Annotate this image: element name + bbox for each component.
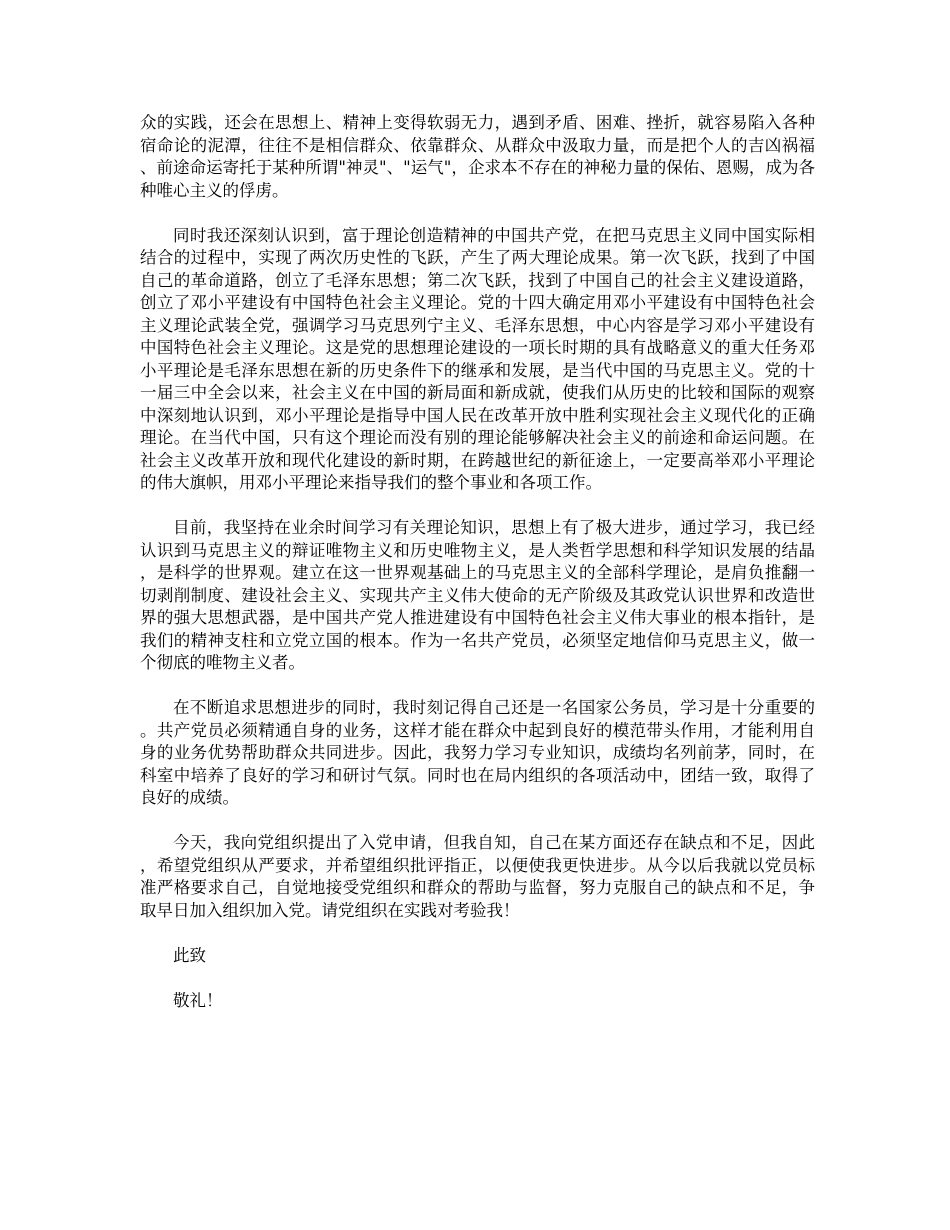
paragraph-application-statement: 今天，我向党组织提出了入党申请，但我自知，自己在某方面还存在缺点和不足，因此，希望党组织从严要求，并希望组织批评指正，以便使我更快进步。从今以后我就以党员标准严格要求自己，自觉地接受党组织和群众的帮助与监督，努力克服自己的缺点和不足，争取早日加入组织加入党。请党组织在实践对考验我！ (140, 833, 815, 920)
closing-regards: 敬礼！ (173, 990, 223, 1010)
paragraph-theory-understanding: 同时我还深刻认识到，富于理论创造精神的中国共产党，在把马克思主义同中国实际相结合的过程中，实现了两次历史性的飞跃，产生了两大理论成果。第一次飞跃，找到了中国自己的革命道路，创立了毛泽东思想；第二次飞跃，找到了中国自己的社会主义建设道路，创立了邓小平建设有中国特色社会主义理论。党的十四大确定用邓小平建设有中国特色社会主义理论武装全党，强调学习马克思列宁主义、毛泽东思想，中心内容是学习邓小平建设有中国特色社会主义理论。这是党的思想理论建设的一项长时期的具有战略意义的重大任务邓小平理论是毛泽东思想在新的历史条件下的继承和发展，是当代中国的马克思主义。党的十一届三中全会以来，社会主义在中国的新局面和新成就，使我们从历史的比较和国际的观察中深刻地认识到，邓小平理论是指导中国人民在改革开放中胜利实现社会主义现代化的正确理论。在当代中国，只有这个理论而没有别的理论能够解决社会主义的前途和命运问题。在社会主义改革开放和现代化建设的新时期，在跨越世纪的新征途上，一定要高举邓小平理论的伟大旗帜，用邓小平理论来指导我们的整个事业和各项工作。 (140, 225, 815, 492)
paragraph-work-performance: 在不断追求思想进步的同时，我时刻记得自己还是一名国家公务员，学习是十分重要的。共产党员必须精通自身的业务，这样才能在群众中起到良好的模范带头作用，才能利用自身的业务优势帮助群众共同进步。因此，我努力学习专业知识，成绩均名列前茅，同时，在科室中培养了良好的学习和研讨气氛。同时也在局内组织的各项活动中，团结一致，取得了良好的成绩。 (140, 698, 815, 807)
closing-salutation: 此致 (173, 945, 206, 965)
paragraph-current-study: 目前，我坚持在业余时间学习有关理论知识，思想上有了极大进步，通过学习，我已经认识到马克思主义的辩证唯物主义和历史唯物主义，是人类哲学思想和科学知识发展的结晶，是科学的世界观。建立在这一世界观基础上的马克思主义的全部科学理论，是肩负推翻一切剥削制度、建设社会主义、实现共产主义伟大使命的无产阶级及其政党认识世界和改造世界的强大思想武器，是中国共产党人推进建设有中国特色社会主义伟大事业的根本指针，是我们的精神支柱和立党立国的根本。作为一名共产党员，必须坚定地信仰马克思主义，做一个彻底的唯物主义者。 (140, 518, 815, 672)
paragraph-continuation: 众的实践，还会在思想上、精神上变得软弱无力，遇到矛盾、困难、挫折，就容易陷入各种宿命论的泥潭，往往不是相信群众、依靠群众、从群众中汲取力量，而是把个人的吉凶祸福、前途命运寄托于某种所谓"神灵"、"运气"，企求本不存在的神秘力量的保佑、恩赐，成为各种唯心主义的俘虏。 (140, 113, 815, 200)
document-body (140, 112, 815, 1035)
